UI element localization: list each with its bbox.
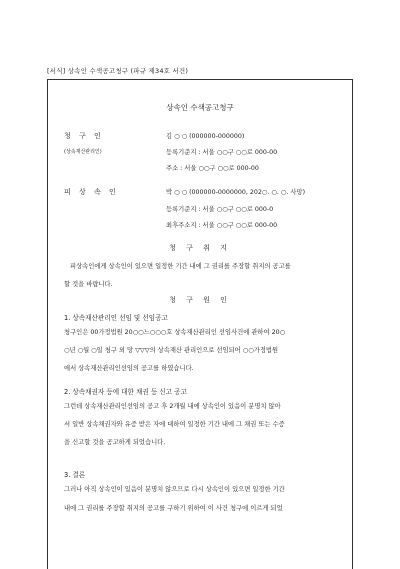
claimant-address: 주소 : 서울 ○○구 ○○로 000-00	[166, 165, 259, 172]
grounds-section-2-line-1: 그런데 상속재산관리인선임의 공고 후 2개월 내에 상속인이 있음이 분명치 않아	[64, 403, 281, 410]
grounds-section-1-line-2: ○년 ○월 ○일 청구 외 망 ▽▽▽의 상속재산 관리인으로 선임되어 ○○가정법원	[64, 347, 279, 354]
grounds-section-2-line-3: 을 신고할 것을 공고하게 되었습니다.	[64, 439, 166, 446]
deceased-label: 피 상 속 인	[64, 188, 119, 196]
claimant-label: 청 구 인	[64, 132, 104, 140]
grounds-section-3-line-1: 그러나 아직 상속인이 있음이 분명치 않으므로 다시 상속인이 있으면 일정한 기간	[64, 486, 285, 493]
grounds-heading: 청 구 원 인	[169, 296, 231, 304]
document-frame	[47, 79, 353, 569]
grounds-section-2-line-2: 서 일반 상속채권자와 유증 받은 자에 대하여 일정한 기간 내에 그 채권 또는 수증	[64, 421, 285, 428]
claimant-sublabel: (상속재산관리인)	[64, 149, 102, 155]
document-title: 상속인 수색공고청구	[166, 103, 234, 112]
grounds-section-3-title: 3. 결론	[64, 471, 86, 479]
deceased-last-address: 최후주소지 : 서울 ○○구 ○○로 000-00	[166, 222, 278, 229]
claimant-registration: 등록기준지 : 서울 ○○구 ○○로 000-00	[166, 149, 278, 156]
grounds-section-1-line-3: 에서 상속재산관리인선임의 공고를 하였습니다.	[64, 365, 194, 372]
purpose-line-1: 피상속인에게 상속인이 있으면 일정한 기간 내에 그 권리를 주장할 취지의 공고를	[70, 263, 291, 270]
claimant-name: 김 ○ ○ (000000-000000)	[166, 133, 245, 140]
purpose-heading: 청 구 취 지	[169, 244, 231, 252]
deceased-registration: 등록기준지 : 서울 ○○구 ○○로 000-0	[166, 206, 274, 213]
grounds-section-2-title: 2. 상속채권자 등에 대한 채권 등 신고 공고	[64, 388, 187, 396]
deceased-name: 박 ○ ○ (000000-0000000, 202○. ○. ○. 사망)	[166, 189, 306, 196]
form-label: [서식] 상속인 수색공고청구 (파규 제34호 서건)	[47, 67, 189, 75]
grounds-section-3-line-2: 내에 그 권리를 주장할 취지의 공고를 구하기 위하여 이 사건 청구에 이르게 되었	[64, 505, 283, 512]
purpose-line-2: 할 것을 바랍니다.	[64, 281, 113, 288]
grounds-section-1-line-1: 청구인은 00가정법원 20○○느○○○호 상속재산관리인 선임사건에 관하여 20○	[64, 329, 286, 336]
grounds-section-1-title: 1. 상속재산관리인 선임 및 선임공고	[64, 314, 168, 322]
